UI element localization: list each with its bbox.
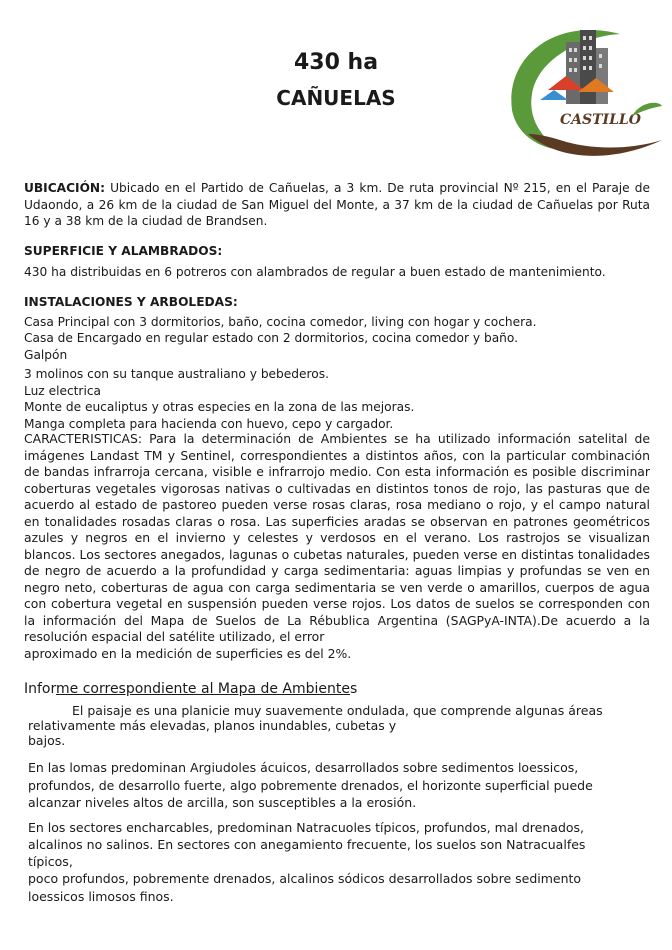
instalaciones-line: Manga completa para hacienda con huevo, cepo y cargador. <box>24 416 394 431</box>
informe-line: profundos, de desarrollo fuerte, algo pobremente drenados, el horizonte superficial puede <box>28 778 593 793</box>
instalaciones-line: Galpón <box>24 347 68 362</box>
superficie-label: SUPERFICIE Y ALAMBRADOS: <box>24 244 223 258</box>
instalaciones-line: Luz electrica <box>24 383 101 398</box>
instalaciones-label: INSTALACIONES Y ARBOLEDAS: <box>24 295 238 309</box>
informe-line: El paisaje es una planicie muy suavemente ondulada, que comprende algunas áreas <box>72 703 603 718</box>
logo-brown-swoosh <box>528 134 662 156</box>
logo-text: CASTILLO <box>560 112 641 128</box>
page-subtitle: CAÑUELAS <box>276 86 396 110</box>
informe-line: relativamente más elevadas, planos inundables, cubetas y <box>28 718 397 733</box>
superficie-text: 430 ha distribuidas en 6 potreros con alambrados de regular a buen estado de mantenimiento. <box>24 264 606 279</box>
informe-line: loessicos limosos finos. <box>28 889 174 904</box>
superficie-section <box>24 243 650 280</box>
instalaciones-line: Casa Principal con 3 dormitorios, baño, cocina comedor, living con hogar y cochera. <box>24 314 537 329</box>
informe-title-start: Infor <box>24 681 57 697</box>
page-title: 430 ha <box>293 50 379 75</box>
ubicacion-section <box>24 180 650 230</box>
instalaciones-line: Casa de Encargado en regular estado con 2 dormitorios, cocina comedor y baño. <box>24 331 519 345</box>
ubicacion-text: Ubicado en el Partido de Cañuelas, a 3 km. De ruta provincial Nº 215, en el Paraje de Udaondo, a 26 km de la ciudad de San Miguel del Monte, a 37 km de la ciudad de Cañuelas por Ruta 16 y a 38 km de la ciudad de Brandsen. <box>24 181 650 228</box>
caracteristicas-section <box>24 431 650 662</box>
caracteristicas-text: Para la determinación de Ambientes se ha utilizado información satelital de imágenes Landast TM y Sentinel, correspondientes a distintos años, con la particular combinación de bandas infrarroja cercana, visible e infrarrojo medio. Con esta información es posible discriminar coberturas vegetales vigorosas nativas o cultivadas en distintos tonos de rojo, las pasturas que de acuerdo al estado de pastoreo pueden verse rosas claras, rosa mediano o rojo, y el campo natural en tonalidades rosadas claras o rosa. Las superficies aradas se observan en patrones geométricos azules y negros en el invierno y celestes y verdosos en el verano. Los rastrojos se visualizan blancos. Los sectores anegados, lagunas o cubetas naturales, pueden verse en distintas tonalidades de negro de acuerdo a la profundidad y carga sedimentaria: aguas limpias y profundas se ven en negro neto, coberturas de agua con carga sedimentaria se ven verde o amarillos, cuerpos de agua con cobertura vegetal en suspensión pueden verse rojos. Los datos de suelos se corresponden con la información del Mapa de Suelos de La Rébublica Argentina (SAGPyA-INTA).De acuerdo a la resolución espacial del satélite utilizado, el error <box>24 431 650 644</box>
informe-line: poco profundos, pobremente drenados, alcalinos sódicos desarrollados sobre sedimento <box>28 871 582 886</box>
caracteristicas-label: CARACTERISTICAS: <box>24 431 143 446</box>
informe-line: alcalinos no salinos. En sectores con anegamiento frecuente, los suelos son Natracualfes <box>28 837 586 852</box>
informe-line: bajos. <box>28 733 66 748</box>
informe-line: típicos, <box>28 854 73 869</box>
instalaciones-line: 3 molinos con su tanque australiano y bebederos. <box>24 367 329 381</box>
instalaciones-line: Monte de eucaliptus y otras especies en la zona de las mejoras. <box>24 400 415 414</box>
informe-line: alcanzar niveles altos de arcilla, son susceptibles a la erosión. <box>28 795 417 810</box>
ubicacion-label: UBICACIÓN: <box>24 181 106 195</box>
roof-icon-blue <box>540 90 568 100</box>
informe-title-end: s <box>350 681 358 697</box>
informe-line: En las lomas predominan Argiudoles ácuicos, desarrollados sobre sedimentos loessicos, <box>28 760 579 775</box>
informe-line: En los sectores encharcables, predominan Natracuoles típicos, profundos, mal drenados, <box>28 820 585 835</box>
instalaciones-section <box>24 294 650 432</box>
informe-title-underlined: me correspondiente al Mapa de Ambiente <box>56 681 351 697</box>
castillo-logo <box>500 22 666 164</box>
informe-title <box>24 681 357 697</box>
caracteristicas-last-line: aproximado en la medición de superficies es del 2%. <box>24 645 352 661</box>
